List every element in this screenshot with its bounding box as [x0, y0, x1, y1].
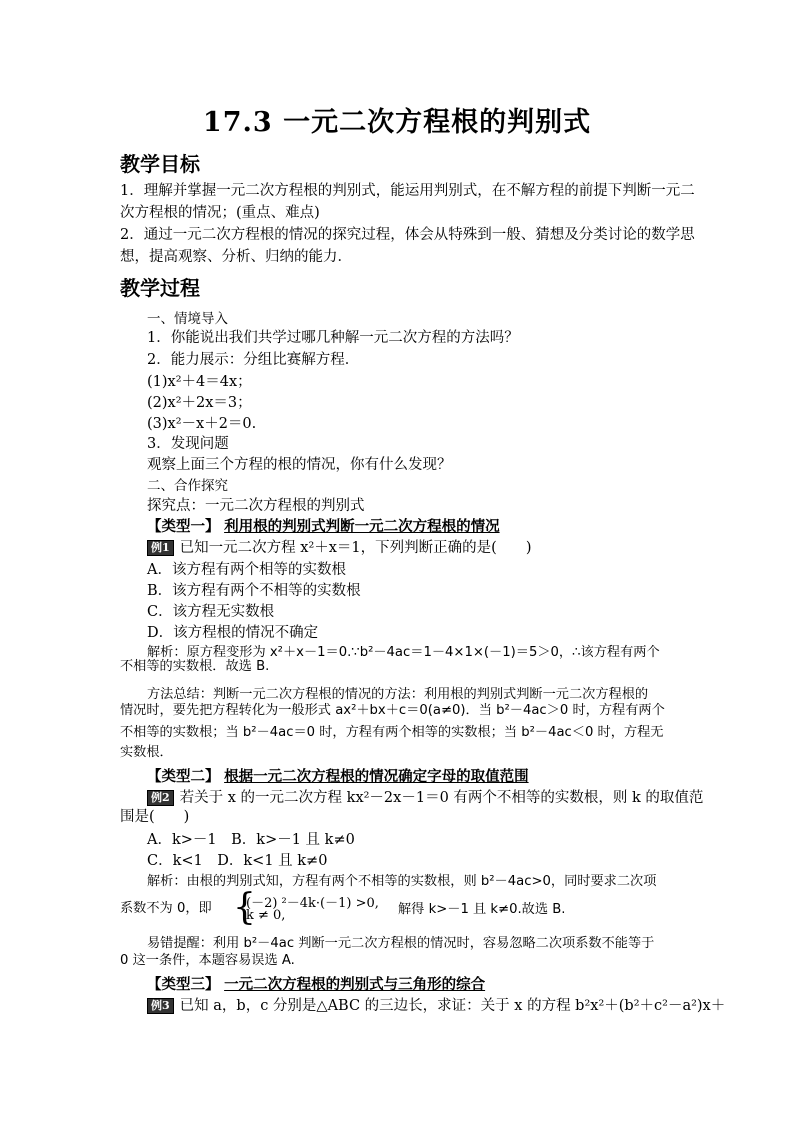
example-text: 已知 a，b，c 分别是△ABC 的三边长，求证：关于 x 的方程 b²x²＋(b²＋c²－a²)x＋ [179, 998, 726, 1014]
example-text: 若关于 x 的一元二次方程 kx²－2x－1＝0 有两个不相等的实数根，则 k 的取值范 [179, 790, 704, 806]
example-text: 已知一元二次方程 x²＋x＝1，下列判断正确的是( ) [179, 540, 532, 556]
question-2: 2．能力展示：分组比赛解方程． [147, 352, 360, 368]
summary-line: 不相等的实数根；当 b²－4ac＝0 时，方程有两个相等的实数根；当 b²－4ac＜0 时，方程无 [120, 725, 664, 740]
summary-line: 方法总结：判断一元二次方程根的情况的方法：利用根的判别式判断一元二次方程根的 [147, 687, 649, 702]
example-3 [147, 994, 725, 1015]
objective-line: 1．理解并掌握一元二次方程根的判别式，能运用判别式，在不解方程的前提下判断一元二 [120, 183, 695, 199]
type-tag: 【类型三】 [147, 976, 220, 993]
objective-line: 2．通过一元二次方程根的情况的探究过程，体会从特殊到一般、猜想及分类讨论的数学思 [120, 227, 695, 243]
option-b: B．该方程有两个不相等的实数根 [147, 583, 361, 599]
objective-line: 想，提高观察、分析、归纳的能力． [120, 249, 352, 265]
subsection-explore: 二、合作探究 [147, 478, 228, 494]
example-1 [147, 536, 531, 557]
summary-line: 实数根． [120, 745, 173, 760]
example-2 [147, 786, 703, 807]
type-tag: 【类型二】 [147, 768, 220, 785]
page-title: 17.3 一元二次方程根的判别式 [202, 107, 592, 138]
equation-1: (1)x²＋4＝4x； [147, 374, 252, 390]
section-heading-objectives: 教学目标 [120, 152, 200, 176]
option-c: C．该方程无实数根 [147, 604, 275, 620]
objective-line: 次方程根的情况；(重点、难点) [120, 205, 320, 221]
option-d: D．该方程根的情况不确定 [147, 625, 319, 641]
type-tag: 【类型一】 [147, 518, 220, 535]
question-3: 3．发现问题 [147, 436, 229, 452]
question-3-detail: 观察上面三个方程的根的情况，你有什么发现？ [147, 457, 452, 473]
solution-line: 不相等的实数根．故选 B. [120, 659, 270, 674]
example-badge: 例3 [147, 998, 174, 1014]
example-badge: 例2 [147, 790, 174, 806]
explore-point: 探究点：一元二次方程根的判别式 [147, 498, 365, 514]
type-1-heading [147, 515, 500, 536]
options-cd: C．k<1 D．k<1 且 k≠0 [147, 853, 328, 869]
type-title: 根据一元二次方程根的情况确定字母的取值范围 [224, 768, 529, 785]
options-ab: A．k>－1 B．k>－1 且 k≠0 [147, 832, 355, 848]
type-3-heading [147, 973, 485, 994]
solution-line: 系数不为 0，即 [120, 901, 212, 916]
left-brace: { [233, 887, 256, 928]
type-title: 利用根的判别式判断一元二次方程根的情况 [224, 518, 500, 535]
question-1: 1．你能说出我们共学过哪几种解一元二次方程的方法吗？ [147, 330, 519, 346]
example-badge: 例1 [147, 540, 174, 556]
tip-line: 易错提醒：利用 b²－4ac 判断一元二次方程根的情况时，容易忽略二次项系数不能等于 [147, 936, 655, 951]
tip-line: 0 这一条件，本题容易误选 A. [120, 953, 295, 968]
summary-line: 情况时，要先把方程转化为一般形式 ax²＋bx＋c＝0(a≠0)．当 b²－4ac＞0 时，方程有两个 [120, 703, 665, 718]
type-2-heading [147, 765, 529, 786]
system-line: k ≠ 0, [246, 908, 286, 923]
option-a: A．该方程有两个相等的实数根 [147, 562, 346, 578]
solution-line: 解析：原方程变形为 x²＋x－1＝0.∵b²－4ac＝1－4×1×(－1)＝5＞0，∴该方程有两个 [147, 645, 660, 660]
solution-line: 解析：由根的判别式知，方程有两个不相等的实数根，则 b²－4ac>0，同时要求二次项 [147, 874, 657, 889]
system-line: (－2) ²－4k·(－1) >0, [246, 896, 379, 911]
example-2-cont: 围是( ) [120, 809, 190, 825]
section-heading-process: 教学过程 [120, 276, 200, 300]
subsection-intro: 一、情境导入 [147, 311, 228, 327]
type-title: 一元二次方程根的判别式与三角形的综合 [224, 976, 486, 993]
equation-3: (3)x²－x＋2＝0. [147, 416, 257, 432]
equation-2: (2)x²＋2x＝3； [147, 395, 252, 411]
solution-line: 解得 k>－1 且 k≠0.故选 B. [398, 902, 566, 917]
